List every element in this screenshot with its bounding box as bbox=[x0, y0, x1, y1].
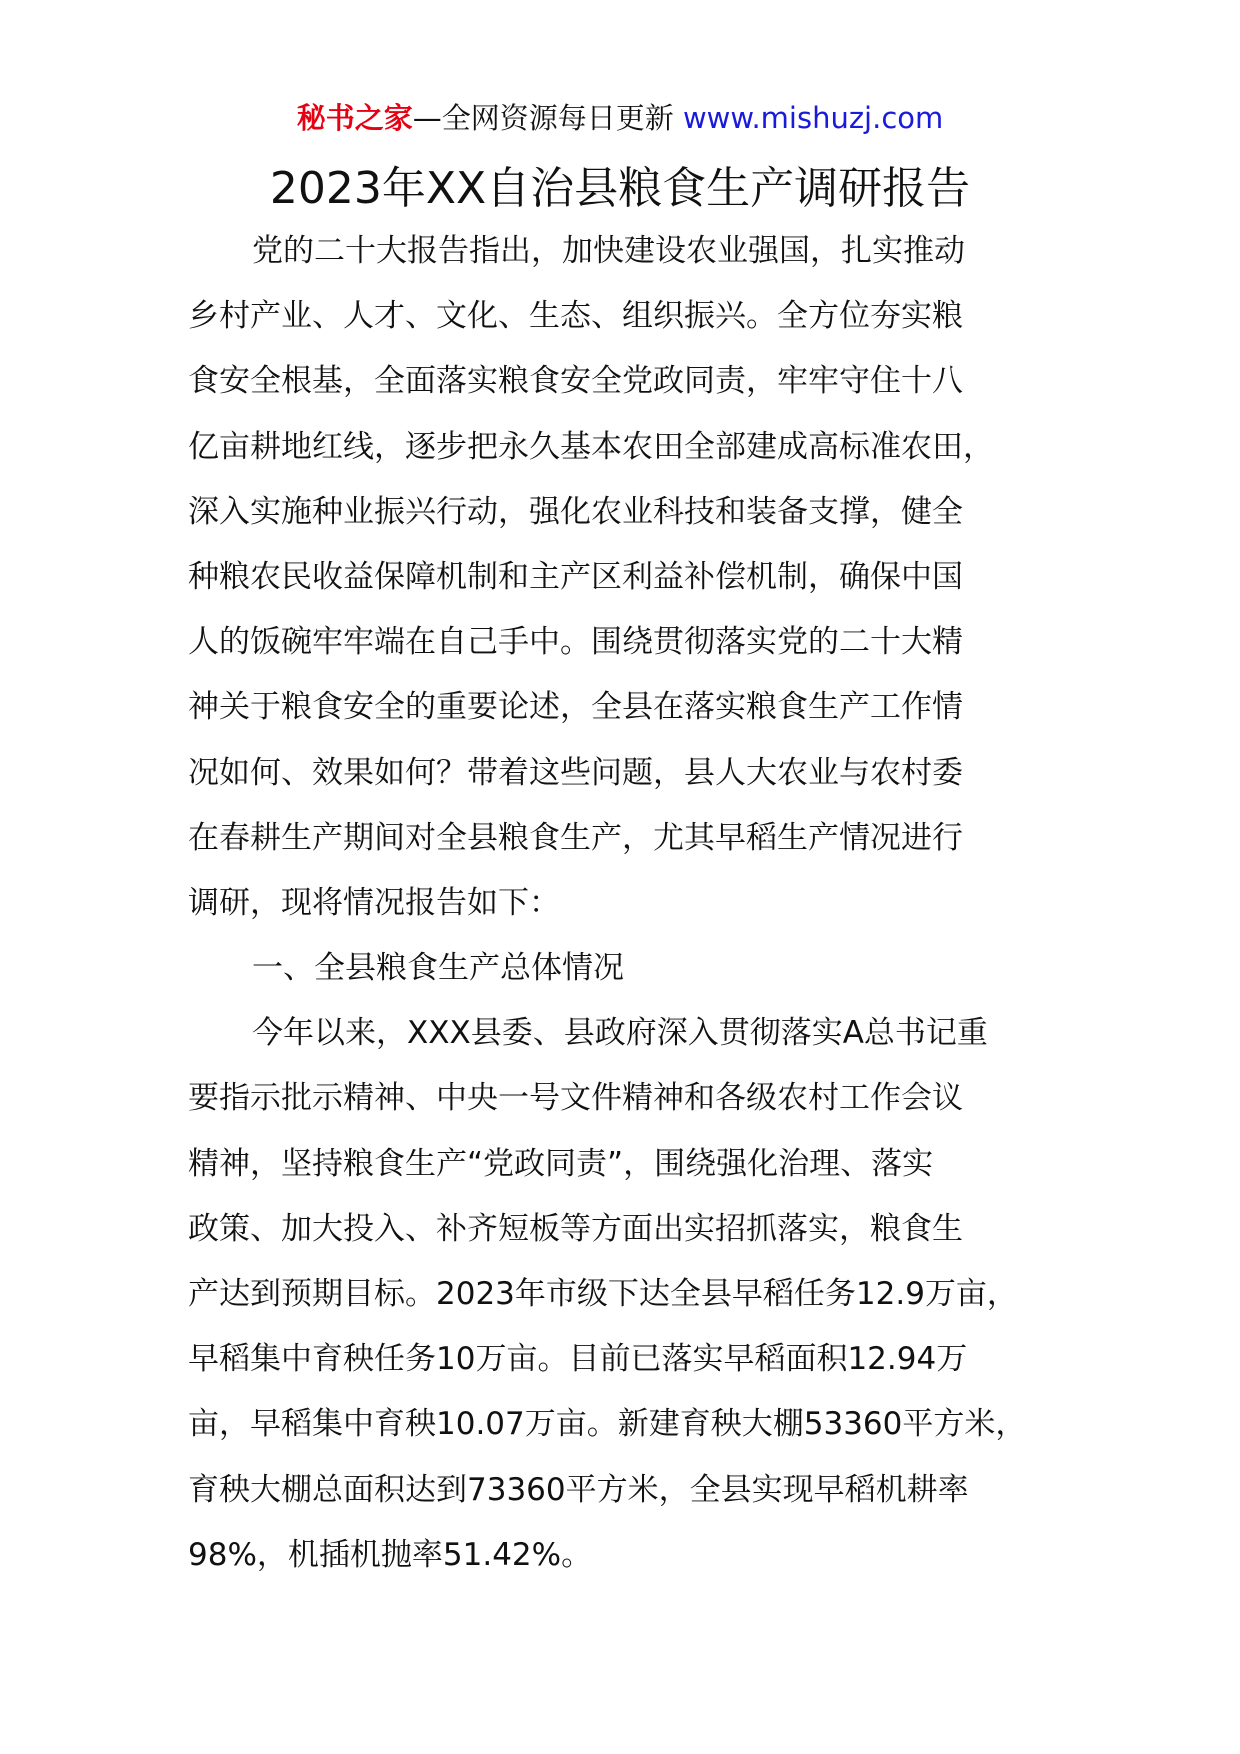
paragraph-line: 政策、加大投入、补齐短板等方面出实招抓落实，粮食生 bbox=[188, 1210, 963, 1247]
paragraph-line: 调研，现将情况报告如下： bbox=[188, 884, 560, 921]
paragraph-line: 育秧大棚总面积达到73360平方米，全县实现早稻机耕率 bbox=[188, 1471, 969, 1508]
paragraph-line: 乡村产业、人才、文化、生态、组织振兴。全方位夯实粮 bbox=[188, 298, 963, 335]
paragraph-line: 98%，机插机抛率51.42%。 bbox=[188, 1536, 593, 1573]
paragraph-line: 党的二十大报告指出，加快建设农业强国，扎实推动 bbox=[252, 233, 965, 269]
paragraph-line: 况如何、效果如何？带着这些问题，县人大农业与农村委 bbox=[188, 754, 963, 791]
paragraph-line: 今年以来，XXX县委、县政府深入贯彻落实A总书记重 bbox=[252, 1015, 988, 1052]
paragraph-line: 产达到预期目标。2023年市级下达全县早稻任务12.9万亩， bbox=[188, 1276, 1018, 1312]
document-title: 2023年XX自治县粮食生产调研报告 bbox=[269, 163, 971, 214]
paragraph-line: 深入实施种业振兴行动，强化农业科技和装备支撑，健全 bbox=[188, 493, 963, 530]
paragraph-line: 精神，坚持粮食生产“党政同责”，围绕强化治理、落实 bbox=[188, 1145, 934, 1182]
paragraph-line: 在春耕生产期间对全县粮食生产，尤其早稻生产情况进行 bbox=[188, 819, 963, 856]
brand-name: 秘书之家 bbox=[296, 101, 413, 135]
paragraph-line: 亿亩耕地红线，逐步把永久基本农田全部建成高标准农田， bbox=[188, 428, 994, 465]
site-header bbox=[0, 98, 1240, 138]
header-tagline: —全网资源每日更新 bbox=[412, 101, 683, 135]
document-body bbox=[188, 226, 1048, 1595]
paragraph-line: 要指示批示精神、中央一号文件精神和各级农村工作会议 bbox=[188, 1080, 963, 1117]
paragraph-line: 种粮农民收益保障机制和主产区利益补偿机制，确保中国 bbox=[188, 558, 963, 595]
paragraph-line: 早稻集中育秧任务10万亩。目前已落实早稻面积12.94万 bbox=[188, 1341, 968, 1378]
paragraph-line: 食安全根基，全面落实粮食安全党政同责，牢牢守住十八 bbox=[188, 363, 963, 400]
section-heading: 一、全县粮食生产总体情况 bbox=[252, 950, 624, 987]
paragraph-line: 亩，早稻集中育秧10.07万亩。新建育秧大棚53360平方米， bbox=[188, 1406, 1027, 1443]
paragraph-line: 人的饭碗牢牢端在自己手中。围绕贯彻落实党的二十大精 bbox=[188, 624, 963, 661]
site-url-link[interactable]: www.mishuzj.com bbox=[682, 101, 944, 135]
paragraph-line: 神关于粮食安全的重要论述，全县在落实粮食生产工作情 bbox=[188, 689, 963, 726]
